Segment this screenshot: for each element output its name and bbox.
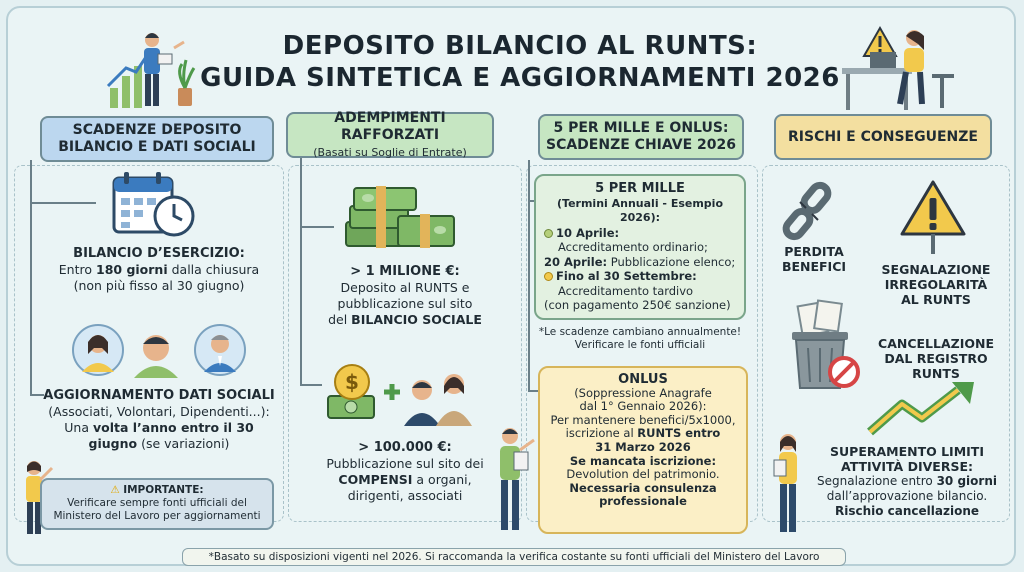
- onlus-line4: [546, 427, 740, 441]
- perdita-line2: BENEFICI: [781, 259, 847, 274]
- title-line-1: DEPOSITO BILANCIO AL RUNTS:: [282, 31, 758, 61]
- dati-line2-bold: volta l’anno entro il 30: [92, 420, 254, 435]
- superamento-line3: [812, 474, 1002, 489]
- dati-sociali-line1: (Associati, Volontari, Dipendenti...):: [48, 404, 270, 419]
- hundred-line3: dirigenti, associati: [347, 488, 463, 503]
- million-line3-pre: del: [328, 312, 352, 327]
- important-line2: Ministero del Lavoro per aggiornamenti: [53, 510, 261, 522]
- superamento-block: [812, 444, 1002, 519]
- permille-date-1: [544, 226, 736, 241]
- cancellazione-line2: DAL REGISTRO: [884, 351, 988, 366]
- onlus-line2: dal 1° Gennaio 2026):: [579, 399, 707, 414]
- onlus-line7: Devolution del patrimonio.: [566, 467, 720, 482]
- compensi-text: COMPENSI: [338, 472, 413, 487]
- onlus-line4-pre: iscrizione al: [565, 426, 638, 441]
- person-tablet-2-icon: [770, 432, 810, 536]
- superamento-30-giorni: 30 giorni: [936, 474, 997, 488]
- hundred-line2: [292, 472, 518, 488]
- dati-line2-pre: Una: [64, 420, 93, 435]
- header-5-per-mille-line2: SCADENZE CHIAVE 2026: [545, 137, 736, 153]
- bilancio-line1-pre: Entro: [58, 262, 96, 277]
- cancellazione-line1: CANCELLAZIONE: [878, 336, 994, 351]
- page-title: [200, 30, 840, 94]
- superamento-line2: ATTIVITÀ DIVERSE:: [840, 459, 973, 474]
- header-5-per-mille: [538, 114, 744, 160]
- permille-d3-bold: Fino al 30 Settembre:: [556, 269, 697, 283]
- permille-note: [532, 326, 748, 352]
- superamento-line3-pre: Segnalazione entro: [817, 474, 937, 488]
- onlus-line9: professionale: [599, 494, 687, 509]
- calendar-clock-icon: [110, 170, 198, 240]
- permille-note-line2: Verificare le fonti ufficiali: [574, 339, 706, 351]
- perdita-line1: PERDITA: [784, 244, 844, 259]
- segnalazione-line3: AL RUNTS: [901, 292, 971, 307]
- permille-d2-bold: 20 Aprile:: [544, 254, 608, 269]
- dati-sociali-label: AGGIORNAMENTO DATI SOCIALI: [43, 388, 275, 403]
- dati-sociali-line2: [36, 420, 282, 436]
- permille-d3-text2: (con pagamento 250€ sanzione): [544, 298, 731, 312]
- money-stack-icon: [340, 176, 460, 254]
- dati-sociali-line3: [36, 436, 282, 452]
- header-scadenze: [40, 116, 274, 162]
- header-adempimenti-line1: ADEMPIMENTI RAFFORZATI: [334, 109, 446, 143]
- svg-text:$: $: [345, 370, 359, 394]
- million-line2: pubblicazione sul sito: [337, 296, 473, 311]
- onlus-title: ONLUS: [618, 372, 668, 387]
- connector-line: [300, 226, 334, 228]
- warning-icon: ⚠: [110, 484, 120, 496]
- permille-d3-text1: Accreditamento tardivo: [558, 283, 694, 298]
- permille-subtitle: (Termini Annuali - Esempio 2026):: [557, 196, 723, 224]
- rising-arrow-icon: [866, 380, 978, 440]
- dati-line3-post: (se variazioni): [137, 436, 230, 451]
- bilancio-label: BILANCIO D’ESERCIZIO:: [73, 246, 245, 261]
- permille-note-line1: *Le scadenze cambiano annualmente!: [538, 326, 742, 338]
- perdita-benefici: [774, 244, 854, 274]
- header-adempimenti: [286, 109, 494, 159]
- onlus-line8: Necessaria consulenza: [569, 480, 717, 495]
- cancellazione-registro: [868, 336, 1004, 381]
- bilancio-sociale-text: BILANCIO SOCIALE: [351, 312, 482, 327]
- important-title: [42, 484, 272, 497]
- bilancio-line2: (non più fisso al 30 giugno): [73, 278, 245, 293]
- connector-line: [528, 160, 530, 392]
- cinque-per-mille-box: [534, 174, 746, 320]
- superamento-line4: dall’approvazione bilancio.: [826, 489, 988, 503]
- million-line1: Deposito al RUNTS e: [340, 280, 470, 295]
- onlus-line3: Per mantenere benefici/5x1000,: [550, 412, 736, 427]
- people-group-icon: [72, 322, 248, 378]
- important-box: [40, 478, 274, 530]
- onlus-line1: (Soppressione Anagrafe: [574, 385, 712, 400]
- header-adempimenti-line2: (Basati su Soglie di Entrate): [313, 145, 467, 159]
- onlus-line4-bold: RUNTS entro: [637, 426, 721, 441]
- person-laptop-icon: [840, 24, 970, 114]
- bilancio-180-giorni: 180 giorni: [96, 262, 168, 277]
- hundred-line1: Pubblicazione sul sito dei: [326, 456, 484, 471]
- person-presenting-icon: [104, 28, 200, 114]
- superamento-line1: SUPERAMENTO LIMITI: [830, 444, 984, 459]
- cancellazione-line3: RUNTS: [912, 366, 960, 381]
- permille-title: 5 PER MILLE: [595, 181, 685, 196]
- footer-disclaimer: *Basato su disposizioni vigenti nel 2026. Si raccomanda la verifica costante su fonti ufficiali del Ministero del Lavoro: [182, 548, 846, 566]
- yellow-dot-icon: [544, 272, 553, 281]
- bilancio-block: [40, 246, 278, 294]
- onlus-line5: 31 Marzo 2026: [595, 439, 691, 454]
- hundred-label: > 100.000 €:: [358, 440, 452, 455]
- important-label: IMPORTANTE:: [123, 484, 204, 496]
- permille-date-2: [544, 255, 736, 270]
- permille-d1-bold: 10 Aprile:: [556, 225, 620, 240]
- trash-bin-icon: [786, 298, 866, 394]
- segnalazione-line1: SEGNALAZIONE: [881, 262, 991, 277]
- million-block: [292, 264, 518, 328]
- hundred-line2-post: a organi,: [412, 472, 472, 487]
- million-line3: [292, 312, 518, 328]
- permille-d2-text: Pubblicazione elenco;: [607, 254, 736, 269]
- coin-plus-people-icon: [322, 360, 482, 428]
- warning-sign-icon: [898, 178, 968, 258]
- superamento-line5: Rischio cancellazione: [834, 504, 980, 518]
- title-line-2: GUIDA SINTETICA E AGGIORNAMENTI 2026: [200, 63, 840, 93]
- permille-date-3: [544, 269, 736, 284]
- connector-line: [30, 202, 96, 204]
- header-rischi: [774, 114, 992, 160]
- green-dot-icon: [544, 229, 553, 238]
- broken-chain-icon: [780, 180, 842, 242]
- bilancio-line1: [40, 262, 278, 278]
- onlus-line6: Se mancata iscrizione:: [569, 453, 717, 468]
- segnalazione-irregolarita: [868, 262, 1004, 307]
- header-rischi-text: RISCHI E CONSEGUENZE: [788, 128, 978, 145]
- connector-line: [528, 390, 538, 392]
- header-5-per-mille-line1: 5 PER MILLE E ONLUS:: [553, 120, 729, 136]
- onlus-box: [538, 366, 748, 534]
- million-label: > 1 MILIONE €:: [350, 264, 460, 279]
- permille-d1-text: Accreditamento ordinario;: [558, 240, 708, 254]
- person-tablet-icon: [490, 424, 536, 536]
- bilancio-line1-post: dalla chiusura: [167, 262, 260, 277]
- header-scadenze-line1: SCADENZE DEPOSITO: [72, 122, 242, 138]
- hundred-block: [292, 440, 518, 504]
- important-line1: Verificare sempre fonti ufficiali del: [67, 497, 247, 509]
- dati-line3-bold: giugno: [88, 436, 138, 451]
- connector-line: [300, 384, 322, 386]
- connector-line: [30, 160, 32, 396]
- segnalazione-line2: IRREGOLARITÀ: [884, 277, 988, 292]
- header-scadenze-line2: BILANCIO E DATI SOCIALI: [58, 139, 256, 155]
- dati-sociali-block: [36, 388, 282, 452]
